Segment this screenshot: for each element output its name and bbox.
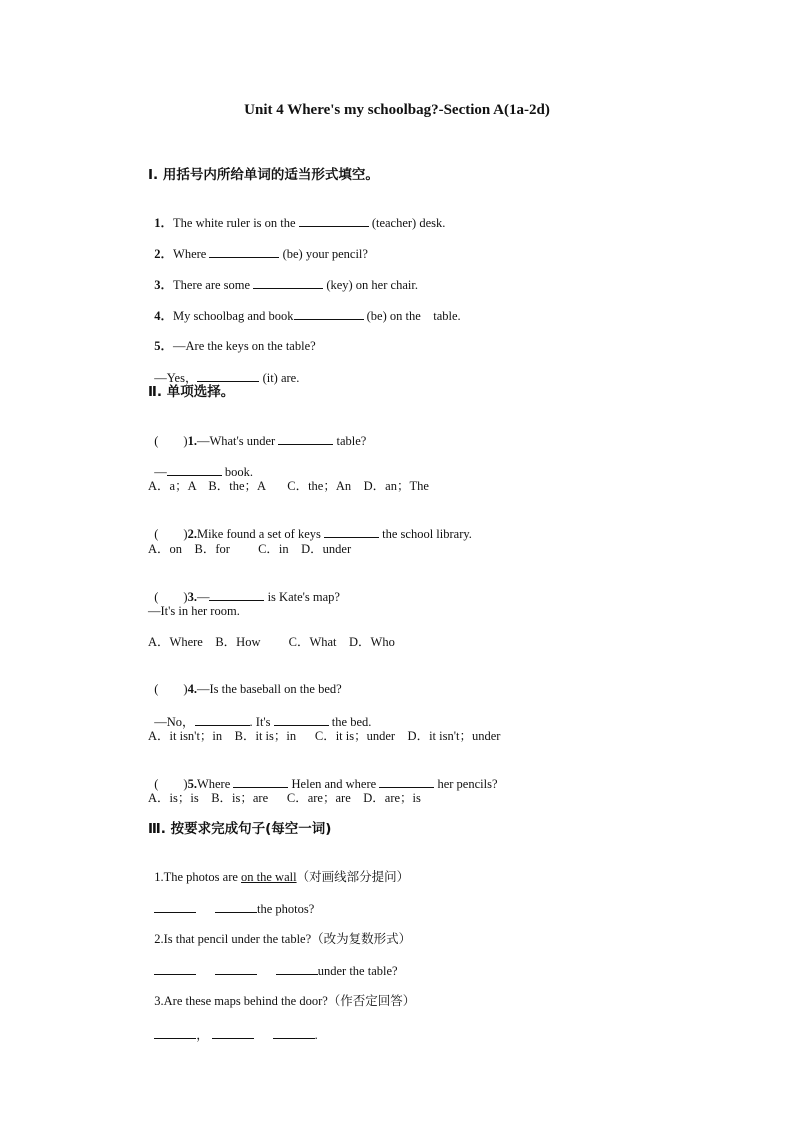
question-text: her pencils? <box>434 777 498 791</box>
question-text: book. <box>221 465 253 479</box>
s2-question-4-reply <box>148 697 371 730</box>
answer-paren[interactable]: ( ) <box>154 590 188 604</box>
s2-question-5 <box>148 759 498 792</box>
answer-blank[interactable] <box>278 432 333 445</box>
s2-question-1-reply <box>148 447 253 480</box>
question-text: . It's <box>249 715 274 729</box>
answer-blank[interactable] <box>212 1026 254 1039</box>
question-text: — <box>196 590 210 604</box>
answer-blank[interactable] <box>233 775 288 788</box>
punctuation: . <box>314 1028 318 1042</box>
s2-question-3 <box>148 572 340 605</box>
s1-question-2 <box>148 229 368 262</box>
question-number: 5. <box>187 777 197 791</box>
answer-blank[interactable] <box>215 962 257 975</box>
s3-question-3 <box>148 977 415 1009</box>
answer-blank[interactable] <box>324 525 379 538</box>
question-text: is Kate's map? <box>264 590 340 604</box>
instruction-text: （对画线部分提问） <box>296 869 410 884</box>
question-text: Helen and where <box>288 777 380 791</box>
question-text: the photos? <box>257 902 315 916</box>
answer-blank[interactable] <box>299 214 369 227</box>
answer-blank[interactable] <box>253 276 323 289</box>
section-2-heading: Ⅱ. 单项选择。 <box>148 384 235 400</box>
question-text: 2.Is that pencil under the table?（改为复数形式） <box>154 932 412 946</box>
s1-question-3 <box>148 260 418 293</box>
s3-question-1 <box>148 853 409 885</box>
question-text: —Is the baseball on the bed? <box>196 682 342 696</box>
underlined-text: on the wall <box>241 870 297 884</box>
question-text: (it) are. <box>259 371 300 385</box>
question-text: Mike found a set of keys <box>196 527 325 541</box>
question-text: There are some <box>173 278 254 292</box>
question-text: My schoolbag and book <box>173 309 294 323</box>
question-text: — <box>154 465 167 479</box>
question-text: (be) on the table. <box>363 309 461 323</box>
section-3-heading: Ⅲ. 按要求完成句子(每空一词) <box>148 821 332 837</box>
s2-question-1 <box>148 416 366 449</box>
punctuation: ， <box>196 1028 209 1042</box>
question-text: —Are the keys on the table? <box>173 339 316 353</box>
question-number: 2. <box>187 527 197 541</box>
question-number: 4． <box>154 309 174 323</box>
s2-question-2 <box>148 509 472 542</box>
s1-question-4 <box>148 291 461 324</box>
question-text: (be) your pencil? <box>279 247 368 261</box>
s2-question-1-options: A．a；A B．the；A C．the；An D．an；The <box>148 479 429 493</box>
s2-question-2-options: A．on B．for C．in D．under <box>148 542 352 556</box>
answer-blank[interactable] <box>154 1026 196 1039</box>
s2-question-4-options: A．it isn't；in B．it is；in C．it is；under D．it isn't；under <box>148 729 501 743</box>
answer-blank[interactable] <box>209 588 264 601</box>
question-number: 4. <box>187 682 197 696</box>
answer-blank[interactable] <box>276 962 318 975</box>
question-text: Where <box>196 777 234 791</box>
answer-blank[interactable] <box>273 1026 315 1039</box>
question-number: 2． <box>154 247 174 261</box>
answer-blank[interactable] <box>197 369 259 382</box>
question-text: the school library. <box>379 527 472 541</box>
question-number: 1. <box>187 434 197 448</box>
answer-blank[interactable] <box>167 463 222 476</box>
question-number: 1． <box>154 216 174 230</box>
question-text: (key) on her chair. <box>323 278 418 292</box>
question-text: under the table? <box>317 964 398 978</box>
question-text: —Yes， <box>154 371 198 385</box>
question-text: Where <box>173 247 210 261</box>
answer-blank[interactable] <box>195 713 250 726</box>
answer-paren[interactable]: ( ) <box>154 434 188 448</box>
s2-question-5-options: A．is；is B．is；are C．are；are D．are；is <box>148 791 421 805</box>
page-title: Unit 4 Where's my schoolbag?-Section A(1a-2d) <box>244 102 550 118</box>
answer-paren[interactable]: ( ) <box>154 527 188 541</box>
question-text: —No， <box>154 715 195 729</box>
answer-blank[interactable] <box>379 775 434 788</box>
answer-blank[interactable] <box>294 307 364 320</box>
s3-question-1-answer <box>148 884 314 917</box>
question-number: 3. <box>187 590 197 604</box>
question-number: 5． <box>154 339 174 353</box>
question-text: The white ruler is on the <box>173 216 299 230</box>
question-text: 1.The photos are <box>154 870 242 884</box>
s2-question-3-reply: —It's in her room. <box>148 604 240 618</box>
s2-question-4 <box>148 665 342 697</box>
question-number: 3． <box>154 278 174 292</box>
s2-question-3-options: A．Where B．How C．What D．Who <box>148 635 395 649</box>
answer-blank[interactable] <box>274 713 329 726</box>
answer-blank[interactable] <box>154 900 196 913</box>
s1-question-1 <box>148 198 445 231</box>
section-1-heading: Ⅰ. 用括号内所给单词的适当形式填空。 <box>148 167 379 183</box>
s1-question-5-reply <box>148 353 299 386</box>
s3-question-2-answer <box>148 946 398 979</box>
s1-question-5 <box>148 322 316 354</box>
answer-blank[interactable] <box>215 900 257 913</box>
question-text: (teacher) desk. <box>368 216 446 230</box>
answer-blank[interactable] <box>154 962 196 975</box>
answer-paren[interactable]: ( ) <box>154 777 188 791</box>
question-text: —What's under <box>196 434 279 448</box>
s3-question-3-answer <box>148 1010 318 1043</box>
question-text: table? <box>333 434 367 448</box>
question-text: the bed. <box>328 715 372 729</box>
answer-blank[interactable] <box>209 245 279 258</box>
answer-paren[interactable]: ( ) <box>154 682 188 696</box>
s3-question-2 <box>148 915 411 947</box>
question-text: 3.Are these maps behind the door?（作否定回答） <box>154 994 416 1008</box>
